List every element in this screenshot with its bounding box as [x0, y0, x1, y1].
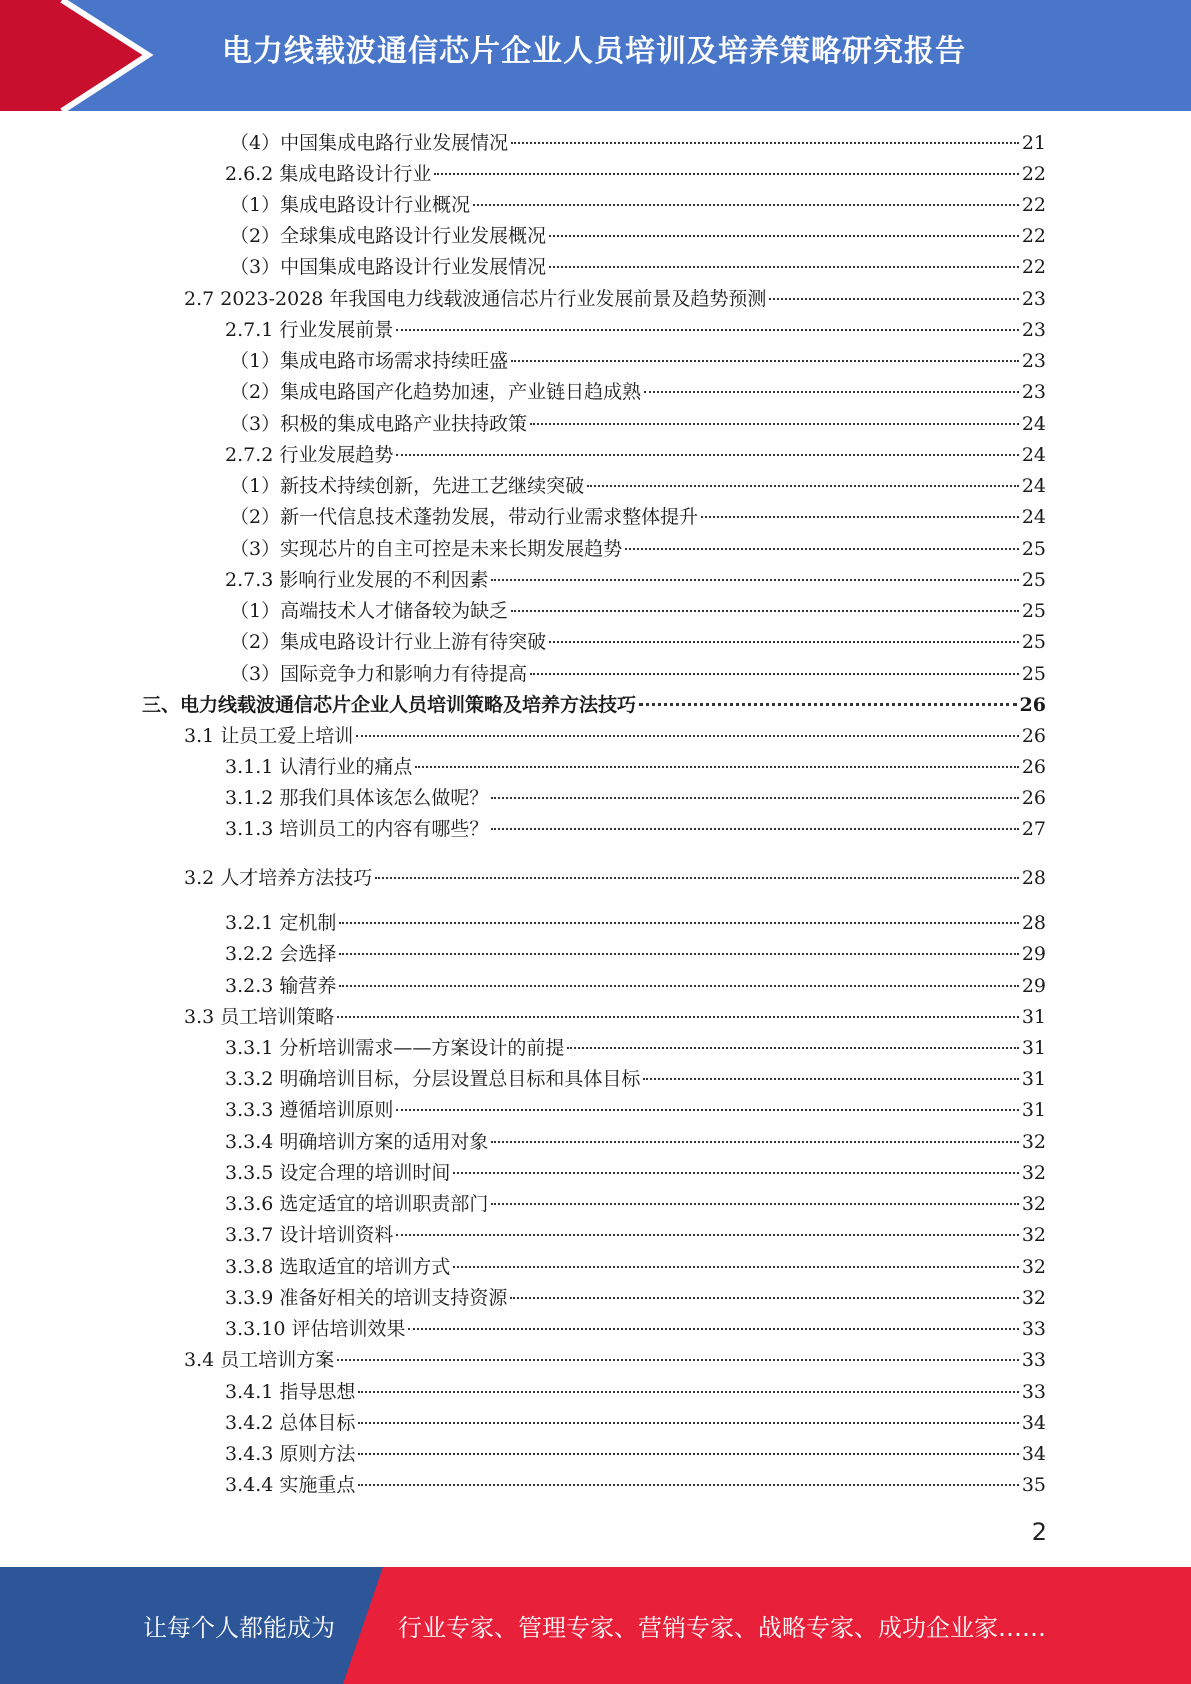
- toc-entry[interactable]: （1）高端技术人才储备较为缺乏 25: [230, 600, 1046, 622]
- toc-entry[interactable]: 2.7.3 影响行业发展的不利因素 25: [225, 569, 1046, 591]
- toc-entry[interactable]: 3.3 员工培训策略 31: [184, 1006, 1046, 1028]
- toc-entry[interactable]: 3.3.1 分析培训需求——方案设计的前提 31: [225, 1037, 1046, 1059]
- toc-entry[interactable]: 2.7.1 行业发展前景 23: [225, 319, 1046, 341]
- toc-entry[interactable]: 3.3.6 选定适宜的培训职责部门 32: [225, 1193, 1046, 1215]
- toc-entry[interactable]: 3.1 让员工爱上培训 26: [184, 725, 1046, 747]
- page-number: 2: [1031, 1518, 1047, 1546]
- toc-entry[interactable]: （3）中国集成电路设计行业发展情况 22: [230, 256, 1046, 278]
- toc-entry[interactable]: 3.1.1 认清行业的痛点 26: [225, 756, 1046, 778]
- footer-slogan-right: 行业专家、管理专家、营销专家、战略专家、成功企业家……: [398, 1614, 1046, 1642]
- toc-entry[interactable]: 3.4.1 指导思想 33: [225, 1381, 1046, 1403]
- toc-chapter-entry[interactable]: 三、电力线载波通信芯片企业人员培训策略及培养方法技巧 26: [142, 694, 1046, 716]
- toc-entry[interactable]: 3.2 人才培养方法技巧 28: [184, 867, 1046, 889]
- toc-entry[interactable]: （3）积极的集成电路产业扶持政策 24: [230, 413, 1046, 435]
- toc-entry[interactable]: 3.3.3 遵循培训原则 31: [225, 1099, 1046, 1121]
- toc-entry[interactable]: 2.7.2 行业发展趋势 24: [225, 444, 1046, 466]
- toc-entry[interactable]: （1）集成电路设计行业概况 22: [230, 194, 1046, 216]
- toc-entry[interactable]: 3.4.4 实施重点 35: [225, 1474, 1046, 1496]
- toc-entry[interactable]: 3.3.9 准备好相关的培训支持资源 32: [225, 1287, 1046, 1309]
- toc-entry[interactable]: （3）国际竞争力和影响力有待提高 25: [230, 663, 1046, 685]
- red-arrow-decoration: [0, 0, 170, 111]
- toc-entry[interactable]: 3.2.3 输营养 29: [225, 975, 1046, 997]
- toc-entry[interactable]: 3.4.2 总体目标 34: [225, 1412, 1046, 1434]
- toc-entry[interactable]: 3.3.10 评估培训效果 33: [225, 1318, 1046, 1340]
- toc-entry[interactable]: （1）新技术持续创新，先进工艺继续突破 24: [230, 475, 1046, 497]
- toc-entry[interactable]: 3.3.5 设定合理的培训时间 32: [225, 1162, 1046, 1184]
- toc-entry[interactable]: （2）集成电路国产化趋势加速，产业链日趋成熟 23: [230, 381, 1046, 403]
- toc-entry[interactable]: 3.3.2 明确培训目标，分层设置总目标和具体目标 31: [225, 1068, 1046, 1090]
- toc-entry[interactable]: 3.1.3 培训员工的内容有哪些？ 27: [225, 818, 1046, 840]
- toc-entry[interactable]: 3.2.1 定机制 28: [225, 912, 1046, 934]
- toc-entry[interactable]: 2.7 2023-2028 年我国电力线载波通信芯片行业发展前景及趋势预测 23: [184, 288, 1046, 310]
- toc-entry[interactable]: 3.3.4 明确培训方案的适用对象 32: [225, 1131, 1046, 1153]
- toc-entry[interactable]: （2）新一代信息技术蓬勃发展，带动行业需求整体提升 24: [230, 506, 1046, 528]
- footer-slogan-left: 让每个人都能成为: [143, 1614, 335, 1642]
- toc-entry[interactable]: （1）集成电路市场需求持续旺盛 23: [230, 350, 1046, 372]
- toc-entry[interactable]: 3.1.2 那我们具体该怎么做呢？ 26: [225, 787, 1046, 809]
- toc-entry[interactable]: 2.6.2 集成电路设计行业 22: [225, 163, 1046, 185]
- toc-entry[interactable]: （2）集成电路设计行业上游有待突破 25: [230, 631, 1046, 653]
- document-title: 电力线载波通信芯片企业人员培训及培养策略研究报告: [222, 34, 966, 69]
- header-band: [0, 0, 1191, 111]
- toc-entry[interactable]: 3.3.8 选取适宜的培训方式 32: [225, 1256, 1046, 1278]
- toc-entry[interactable]: 3.4 员工培训方案 33: [184, 1349, 1046, 1371]
- toc-entry[interactable]: （3）实现芯片的自主可控是未来长期发展趋势 25: [230, 538, 1046, 560]
- toc-entry[interactable]: 3.4.3 原则方法 34: [225, 1443, 1046, 1465]
- toc-entry[interactable]: （2）全球集成电路设计行业发展概况 22: [230, 225, 1046, 247]
- toc-entry[interactable]: 3.2.2 会选择 29: [225, 943, 1046, 965]
- toc-entry[interactable]: 3.3.7 设计培训资料 32: [225, 1224, 1046, 1246]
- toc-entry[interactable]: （4）中国集成电路行业发展情况 21: [230, 132, 1046, 154]
- footer-band: [0, 1567, 1191, 1684]
